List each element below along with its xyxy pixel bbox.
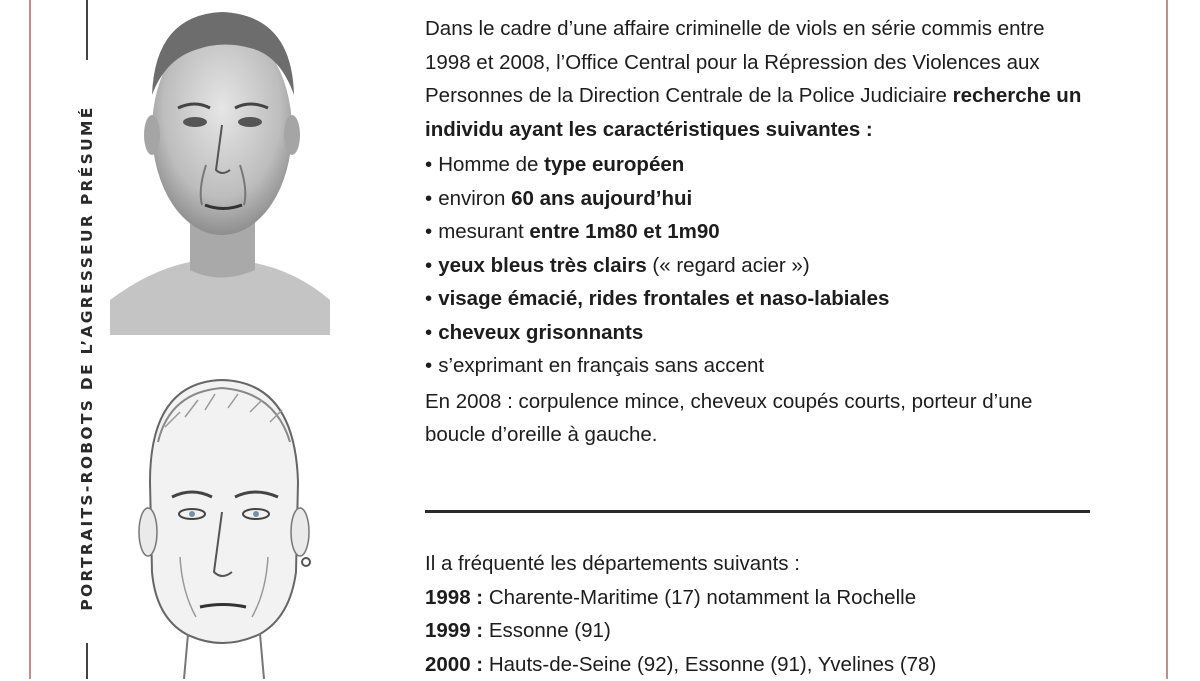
portrait-sketch-older-drawing bbox=[110, 0, 330, 335]
bullet-icon: • bbox=[425, 287, 432, 310]
bullet-icon: • bbox=[425, 254, 432, 277]
list-item bbox=[425, 282, 1095, 316]
trait-text: environ bbox=[438, 187, 511, 210]
trait-bold: yeux bleus très clairs bbox=[438, 254, 647, 277]
intro-paragraph bbox=[425, 12, 1095, 146]
portrait-sketch-older bbox=[110, 0, 330, 335]
department-year: 2000 : bbox=[425, 653, 483, 676]
departments-intro: Il a fréquenté les départements suivants : bbox=[425, 547, 1095, 581]
bullet-icon: • bbox=[425, 187, 432, 210]
bullet-icon: • bbox=[425, 354, 432, 377]
department-entry bbox=[425, 614, 1095, 648]
trait-bold: 60 ans aujourd’hui bbox=[511, 187, 692, 210]
trait-text: s’exprimant en français sans accent bbox=[438, 354, 764, 377]
list-item bbox=[425, 316, 1095, 350]
bullet-icon: • bbox=[425, 321, 432, 344]
frame-border-left bbox=[29, 0, 31, 679]
bullet-icon: • bbox=[425, 153, 432, 176]
side-rule-bottom bbox=[86, 643, 88, 679]
trait-bold: type européen bbox=[544, 153, 684, 176]
traits-list bbox=[425, 148, 1095, 383]
side-rule-top bbox=[86, 0, 88, 60]
bullet-icon: • bbox=[425, 220, 432, 243]
portrait-sketch-younger-drawing bbox=[110, 372, 330, 679]
list-item bbox=[425, 349, 1095, 383]
side-label-block bbox=[72, 0, 102, 679]
trait-text: mesurant bbox=[438, 220, 529, 243]
department-year: 1999 : bbox=[425, 619, 483, 642]
side-label: PORTRAITS-ROBOTS DE L’AGRESSEUR PRÉSUMÉ bbox=[78, 105, 96, 610]
department-text: Hauts-de-Seine (92), Essonne (91), Yvelines (78) bbox=[483, 653, 936, 676]
departments-section bbox=[425, 547, 1095, 681]
list-item bbox=[425, 215, 1095, 249]
note-2008: En 2008 : corpulence mince, cheveux coupés courts, porteur d’une boucle d’oreille à gauche. bbox=[425, 385, 1095, 452]
trait-bold: cheveux grisonnants bbox=[438, 321, 643, 344]
intro-regular: Dans le cadre d’une affaire criminelle de viols en série commis entre 1998 et 2008, l’Office Central pour la Répression des Violences aux Personnes de la Direction Centrale de la Police Judiciaire bbox=[425, 17, 1044, 107]
list-item bbox=[425, 182, 1095, 216]
department-year: 1998 : bbox=[425, 586, 483, 609]
portrait-sketch-younger bbox=[110, 372, 330, 679]
department-text: Essonne (91) bbox=[483, 619, 611, 642]
list-item bbox=[425, 249, 1095, 283]
trait-bold: visage émacié, rides frontales et naso-labiales bbox=[438, 287, 889, 310]
trait-text-after: (« regard acier ») bbox=[647, 254, 810, 277]
trait-bold: entre 1m80 et 1m90 bbox=[529, 220, 719, 243]
intro-bold: recherche un individu ayant les caractéristiques suivantes : bbox=[425, 84, 1081, 141]
trait-text: Homme de bbox=[438, 153, 544, 176]
list-item bbox=[425, 148, 1095, 182]
department-entry bbox=[425, 648, 1095, 681]
frame-border-right bbox=[1166, 0, 1168, 679]
notice-content bbox=[425, 12, 1095, 452]
department-entry bbox=[425, 581, 1095, 615]
section-divider bbox=[425, 510, 1090, 513]
department-text: Charente-Maritime (17) notamment la Rochelle bbox=[483, 586, 916, 609]
